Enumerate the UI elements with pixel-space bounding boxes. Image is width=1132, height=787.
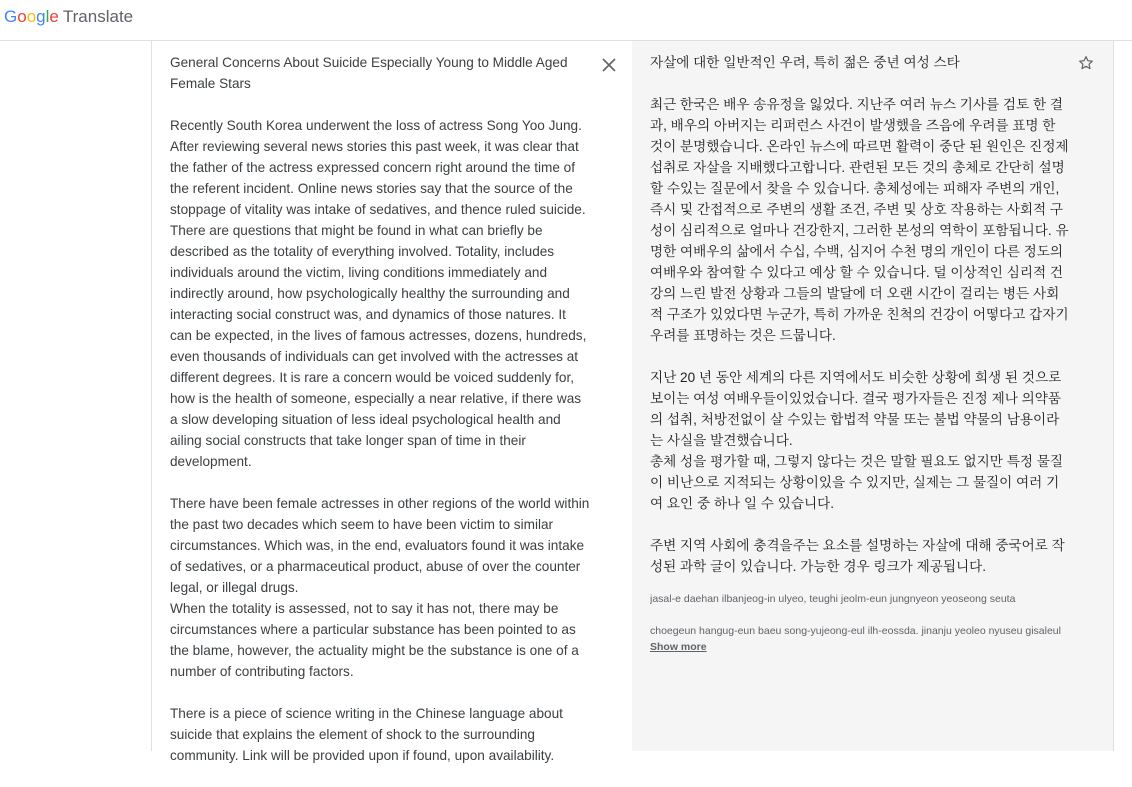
source-title: General Concerns About Suicide Especially Young to Middle Aged Female Stars xyxy=(170,55,568,91)
save-translation-button[interactable] xyxy=(1074,51,1098,75)
translation-paragraph: 최근 한국은 배우 송유정을 잃었다. 지난주 여러 뉴스 기사를 검토 한 결과, 배우의 아버지는 리퍼런스 사건이 발생했을 즈음에 우려를 표명 한 것이 분명했습니다. 온라인 뉴스에 따르면 활력이 중단 된 원인은 진정제 섭취로 자살을 지배했다고합니다. 관련된 모든 것의 총체로 간단히 설명 할 수있는 질문에서 찾을 수 있습니다. 총체성에는 피해자 주변의 개인, 즉시 및 간접적으로 주변의 생활 조건, 주변 및 상호 작용하는 사회적 구성이 심리적으로 얼마나 건강한지, 그러한 본성의 역학이 포함됩니다. 유명한 여배우의 삶에서 수십, 수백, 심지어 수천 명의 개인이 다른 정도의 여배우와 참여할 수 있다고 예상 할 수 있습니다. 덜 이상적인 심리적 건강의 느린 발전 상황과 그들의 발달에 더 오랜 시간이 걸리는 병든 사회적 구조가 있었다면 누군가, 특히 가까운 친척의 건강이 어떻다고 갑자기 우려를 표명하는 것은 드뭅니다. xyxy=(650,97,1069,343)
logo-letter: o xyxy=(26,7,37,26)
logo-letter: e xyxy=(49,7,59,26)
transliteration-line: choegeun hangug-eun baeu song-yujeong-eul ilh-eossda. jinanju yeoleo nyuseu gisaleul xyxy=(650,625,1061,637)
translation-pane xyxy=(632,41,1114,751)
logo-letter: g xyxy=(36,7,46,26)
source-paragraph: Recently South Korea underwent the loss of actress Song Yoo Jung. After reviewing several news stories this past week, it was clear that the father of the actress expressed concern right around the time of the referent incident. Online news stories say that the source of the stoppage of vitality was intake of sedatives, and thence ruled suicide. There are questions that might be found in what can briefly be described as the totality of everything involved. Totality, includes individuals around the victim, living conditions immediately and indirectly around, how psychologically healthy the surrounding and interacting social construct was, and dynamics of those natures. It can be expected, in the lives of famous actresses, dozens, hundreds, even thousands of individuals can get involved with the actresses at different degrees. It is rare a concern would be voiced suddenly for, how is the health of someone, especially a near relative, if there was a slow developing situation of less ideal psychological health and ailing social constructs that take longer span of time in their development. xyxy=(170,118,587,469)
show-more-link[interactable]: Show more xyxy=(650,641,707,653)
translation-paragraph: 지난 20 년 동안 세계의 다른 지역에서도 비슷한 상황에 희생 된 것으로 보이는 여성 여배우들이있었습니다. 결국 평가자들은 진정 제나 의약품의 섭취, 처방전없이 살 수있는 합법적 약물 또는 불법 약물의 남용이라는 사실을 발견했습니다. xyxy=(650,370,1062,448)
translation-paragraph: 주변 지역 사회에 충격을주는 요소를 설명하는 자살에 대해 중국어로 작성된 과학 글이 있습니다. 가능한 경우 링크가 제공됩니다. xyxy=(650,538,1065,574)
source-textarea[interactable] xyxy=(170,52,590,787)
google-translate-logo[interactable] xyxy=(4,7,133,27)
translation-paragraph: 총체 성을 평가할 때, 그렇지 않다는 것은 말할 필요도 없지만 특정 물질이 비난으로 지적되는 상황이있을 수 있지만, 실제는 그 물질이 여러 기여 요인 중 하나 일 수 있습니다. xyxy=(650,454,1064,511)
translation-output xyxy=(650,52,1072,655)
star-outline-icon xyxy=(1078,55,1094,71)
transliteration-line: jasal-e daehan ilbanjeog-in ulyeo, teughi jeolm-eun jungnyeon yeoseong seuta xyxy=(650,593,1016,605)
app-header xyxy=(0,0,1132,41)
close-icon xyxy=(602,58,616,72)
source-paragraph: There have been female actresses in other regions of the world within the past two decades which seem to have been victim to similar circumstances. Which was, in the end, evaluators found it was intake of sedatives, or a pharmaceutical product, abuse of over the counter legal, or illegal drugs. xyxy=(170,496,590,595)
source-paragraph-group xyxy=(170,493,590,682)
logo-letter: l xyxy=(45,7,50,26)
source-paragraph: There is a piece of science writing in the Chinese language about suicide that explains the element of shock to the surrounding community. Link will be provided upon if found, upon availability. xyxy=(170,706,563,763)
clear-source-button[interactable] xyxy=(598,54,620,76)
logo-letter: G xyxy=(4,7,18,26)
translation-title: 자살에 대한 일반적인 우려, 특히 젊은 중년 여성 스타 xyxy=(650,55,960,70)
logo-letter: o xyxy=(17,7,27,26)
product-name: Translate xyxy=(62,7,134,26)
translation-paragraph-group xyxy=(650,367,1072,514)
source-text-pane[interactable] xyxy=(151,41,633,763)
transliteration xyxy=(650,591,1072,655)
source-paragraph: When the totality is assessed, not to say it has not, there may be circumstances where a particular substance has been pointed to as the blame, however, the actuality might be the substance is one of a number of contributing factors. xyxy=(170,601,579,679)
